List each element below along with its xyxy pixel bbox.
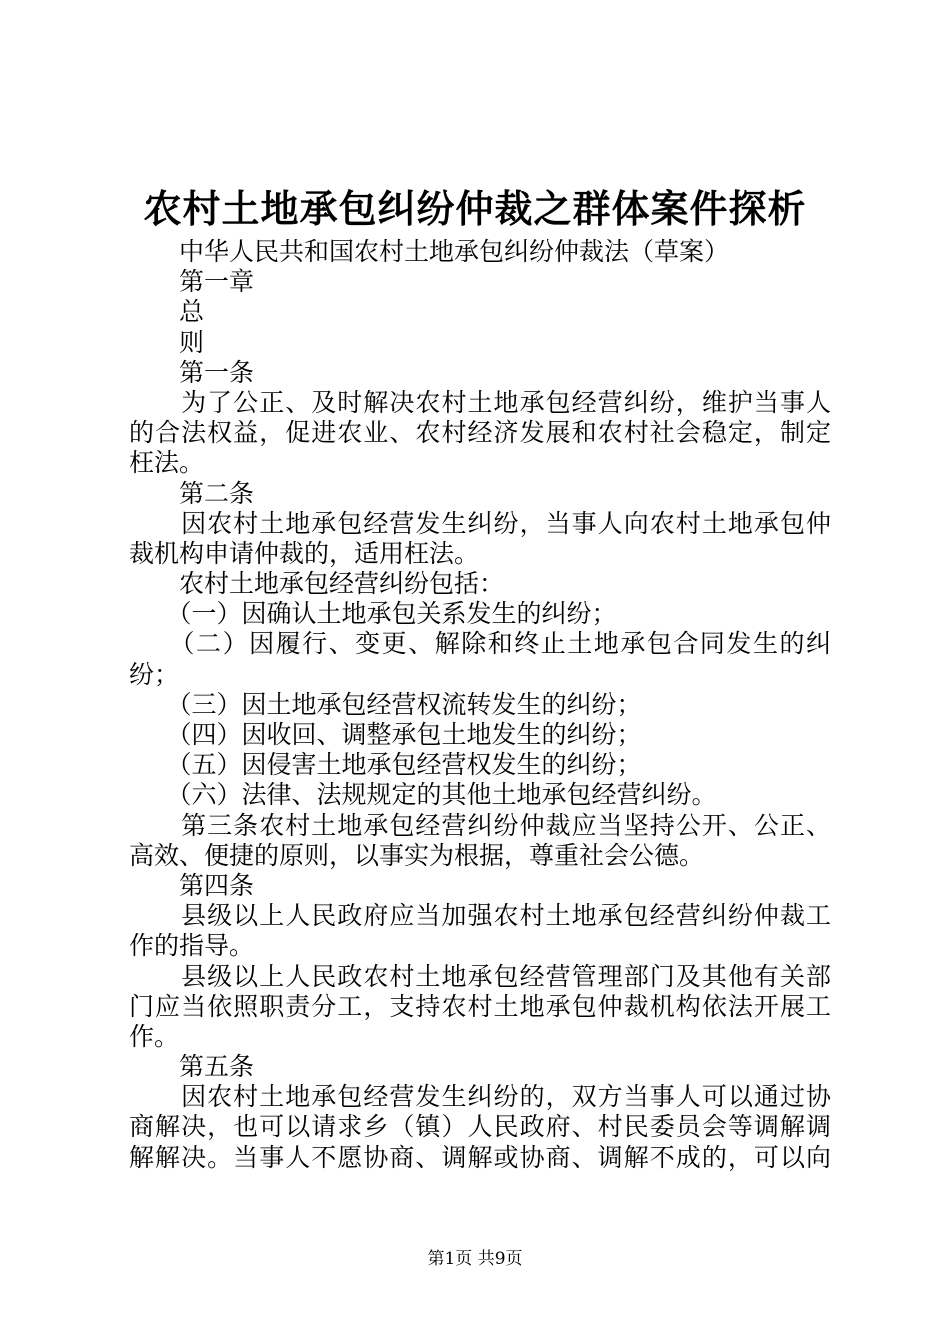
document-title: 农村土地承包纠纷仲裁之群体案件探析 — [143, 186, 807, 231]
text-line: 第一条 — [129, 357, 255, 387]
text-line: 高效、便捷的原则，以事实为根据，尊重社会公德。 — [129, 840, 705, 870]
page-footer: 第1页 共9页 — [427, 1249, 523, 1269]
text-line: 枉法。 — [129, 448, 205, 478]
text-line: （四）因收回、调整承包土地发生的纠纷； — [129, 720, 642, 749]
text-line: 作的指导。 — [129, 931, 255, 961]
text-line: 第五条 — [129, 1052, 255, 1082]
text-line: （二）因履行、变更、解除和终止土地承包合同发生的纠 — [129, 629, 831, 659]
text-line: （五）因侵害土地承包经营权发生的纠纷； — [129, 750, 642, 780]
text-line: 中华人民共和国农村土地承包纠纷仲裁法（草案） — [129, 237, 730, 266]
text-line: 的合法权益，促进农业、农村经济发展和农村社会稳定，制定 — [129, 418, 831, 448]
text-line: （一）因确认土地承包关系发生的纠纷； — [129, 599, 617, 629]
text-line: 因农村土地承包经营发生纠纷的，双方当事人可以通过协 — [129, 1082, 831, 1112]
text-line: （六）法律、法规规定的其他土地承包经营纠纷。 — [129, 780, 717, 810]
text-line: 第三条农村土地承包经营纠纷仲裁应当坚持公开、公正、 — [129, 810, 831, 840]
text-line: 则 — [129, 327, 205, 357]
text-line: （三）因土地承包经营权流转发生的纠纷； — [129, 689, 642, 719]
text-line: 裁机构申请仲裁的，适用枉法。 — [129, 538, 480, 568]
text-line: 县级以上人民政府应当加强农村土地承包经营纠纷仲裁工 — [129, 901, 831, 931]
text-line: 为了公正、及时解决农村土地承包经营纠纷，维护当事人 — [129, 387, 831, 417]
text-line: 农村土地承包经营纠纷包括： — [129, 569, 505, 599]
text-line: 门应当依照职责分工，支持农村土地承包仲裁机构依法开展工 — [129, 991, 831, 1021]
document-body — [129, 237, 831, 1173]
text-line: 第四条 — [129, 870, 255, 900]
text-line: 县级以上人民政农村土地承包经营管理部门及其他有关部 — [129, 961, 831, 991]
text-line: 解解决。当事人不愿协商、调解或协商、调解不成的，可以向 — [129, 1142, 831, 1172]
text-line: 因农村土地承包经营发生纠纷，当事人向农村土地承包仲 — [129, 508, 831, 538]
text-line: 第二条 — [129, 478, 255, 508]
text-line: 纷； — [129, 659, 180, 689]
text-line: 总 — [129, 297, 205, 327]
text-line: 商解决，也可以请求乡（镇）人民政府、村民委员会等调解调 — [129, 1112, 831, 1142]
text-line: 作。 — [129, 1021, 180, 1051]
text-line: 第一章 — [129, 267, 255, 297]
